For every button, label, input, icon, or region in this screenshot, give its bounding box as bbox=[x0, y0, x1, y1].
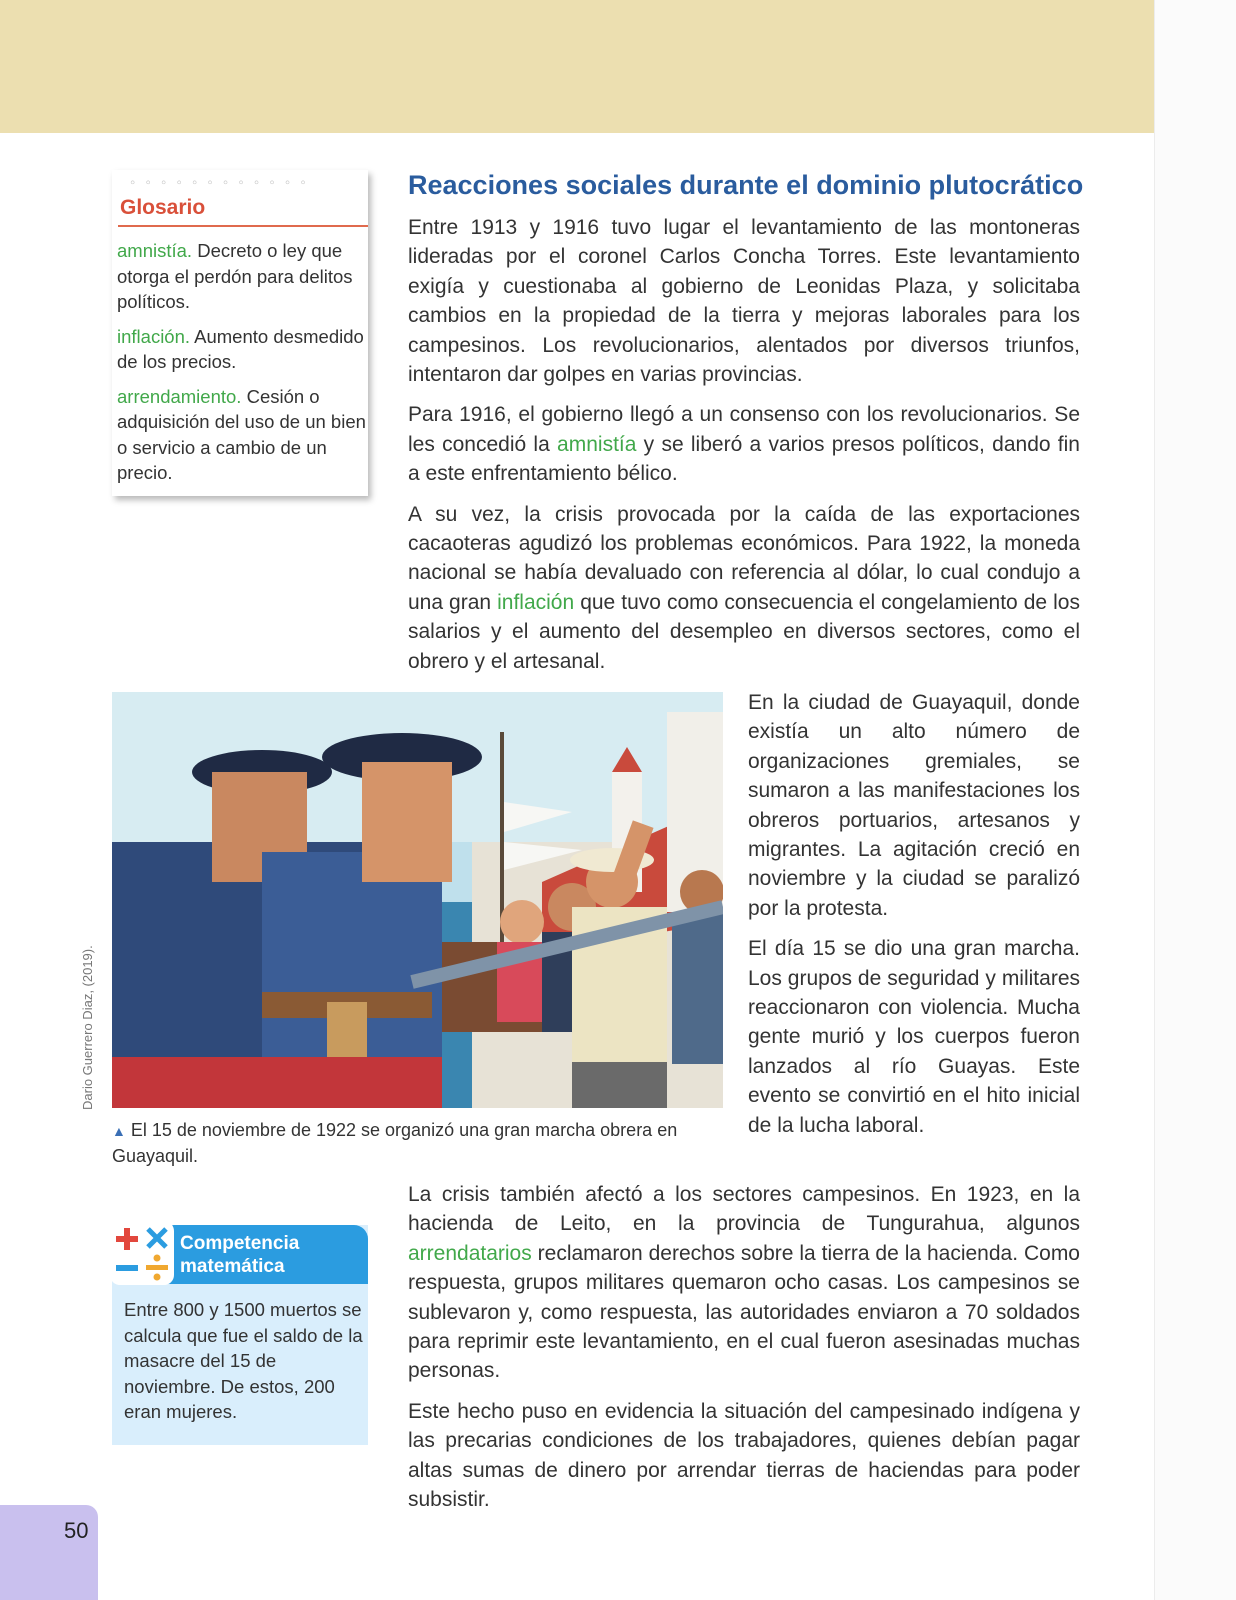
glossary-term: amnistía. bbox=[117, 240, 193, 261]
math-operators-icon bbox=[110, 1221, 174, 1285]
glossary-definition: Aumento desmedido de los precios. bbox=[117, 325, 364, 372]
glossary-title: Glosario bbox=[120, 196, 206, 219]
glossary-keyword: inflación bbox=[497, 590, 575, 614]
competencia-box bbox=[112, 1225, 368, 1445]
glossary-definition: Cesión o adquisición del uso de un bien o servicio a cambio de un precio. bbox=[117, 385, 366, 483]
glossary-term: arrendamiento. bbox=[117, 385, 242, 407]
glossary-entries bbox=[117, 238, 367, 495]
glossary-box bbox=[112, 170, 368, 496]
protest-illustration bbox=[112, 692, 723, 1108]
page-number: 50 bbox=[64, 1518, 89, 1543]
glossary-divider bbox=[118, 225, 368, 227]
paragraph: En la ciudad de Guayaquil, donde existía un alto número de organizaciones gremiales, se sumaron a las manifestaciones los obreros portuarios, artesanos y migrantes. La agitación creció en noviembre y la ciudad se paralizó por la protesta. bbox=[748, 691, 1080, 920]
paragraph: Para 1916, el gobierno llegó a un consenso con los revolucionarios. Se les concedió la amnistía y se liberó a varios presos políticos, dando fin a este enfrentamiento bélico. bbox=[408, 403, 1080, 486]
image-credit: Dario Guerrero Diaz, (2019). bbox=[80, 945, 95, 1110]
paragraph: Este hecho puso en evidencia la situación del campesinado indígena y las precarias condiciones de los trabajadores, quienes debían pagar altas sumas de dinero por arrendar tierras de haciendas para poder subsistir. bbox=[408, 1399, 1080, 1512]
paragraph: El día 15 se dio una gran marcha. Los grupos de seguridad y militares reaccionaron con violencia. Mucha gente murió y los cuerpos fueron lanzados al río Guayas. Este evento se convirtió en el hito inicial de la lucha laboral. bbox=[748, 937, 1080, 1137]
glossary-entry bbox=[117, 324, 367, 375]
paragraph: A su vez, la crisis provocada por la caída de las exportaciones cacaoteras agudizó los problemas económicos. Para 1922, la moneda nacional se había devaluado con referencia al dólar, lo cual condujo a una gran inflación que tuvo como consecuencia el congelamiento de los salarios y el aumento del desempleo en diversos sectores, como el obrero y el artesanal. bbox=[408, 502, 1080, 673]
text-column-upper bbox=[408, 213, 1080, 687]
spiral-rings: ◦ ◦ ◦ ◦ ◦ ◦ ◦ ◦ ◦ ◦ ◦ ◦ bbox=[130, 174, 309, 191]
caption-triangle-icon: ▲ bbox=[112, 1123, 126, 1139]
glossary-entry bbox=[117, 238, 367, 315]
competencia-text: Entre 800 y 1500 muertos se calcula que fue el saldo de la masacre del 15 de noviembre. De estos, 200 eran mujeres. bbox=[124, 1299, 363, 1422]
paragraph: Entre 1913 y 1916 tuvo lugar el levantamiento de las montoneras lideradas por el coronel Carlos Concha Torres. Este levantamiento exigía y cuestionaba al gobierno de Leonidas Plaza, y solicitaba cambios en la propiedad de la tierra y mejoras laborales para los campesinos. Los revolucionarios, alentados por diversos triunfos, intentaron dar golpes en varias provincias. bbox=[408, 216, 1080, 387]
header-band bbox=[0, 0, 1154, 133]
glossary-entry bbox=[117, 384, 367, 486]
glossary-keyword: amnistía bbox=[557, 432, 637, 456]
glossary-term: inflación. bbox=[117, 325, 191, 347]
text-column-lower bbox=[408, 1180, 1080, 1525]
text-column-narrow bbox=[748, 688, 1080, 1151]
paragraph: La crisis también afectó a los sectores campesinos. En 1923, en la hacienda de Leito, en la provincia de Tungurahua, algunos arrendatarios reclamaron derechos sobre la tierra de la hacienda. Como respuesta, grupos militares quemaron ocho casas. Los campesinos se sublevaron y, como respuesta, las autoridades enviaron a 70 soldados para reprimir este levantamiento, en el cual fueron asesinadas muchas personas. bbox=[408, 1183, 1080, 1383]
glossary-keyword: arrendatarios bbox=[408, 1241, 532, 1265]
glossary-definition: Decreto o ley que otorga el perdón para delitos políticos. bbox=[117, 240, 353, 312]
competencia-header bbox=[166, 1225, 368, 1284]
figure-caption: ▲ El 15 de noviembre de 1922 se organizó una gran marcha obrera en Guayaquil. bbox=[112, 1120, 678, 1166]
page-margin bbox=[1154, 0, 1236, 1600]
section-heading: Reacciones sociales durante el dominio plutocrático bbox=[408, 170, 1084, 200]
competencia-title: Competencia matemática bbox=[180, 1233, 300, 1277]
